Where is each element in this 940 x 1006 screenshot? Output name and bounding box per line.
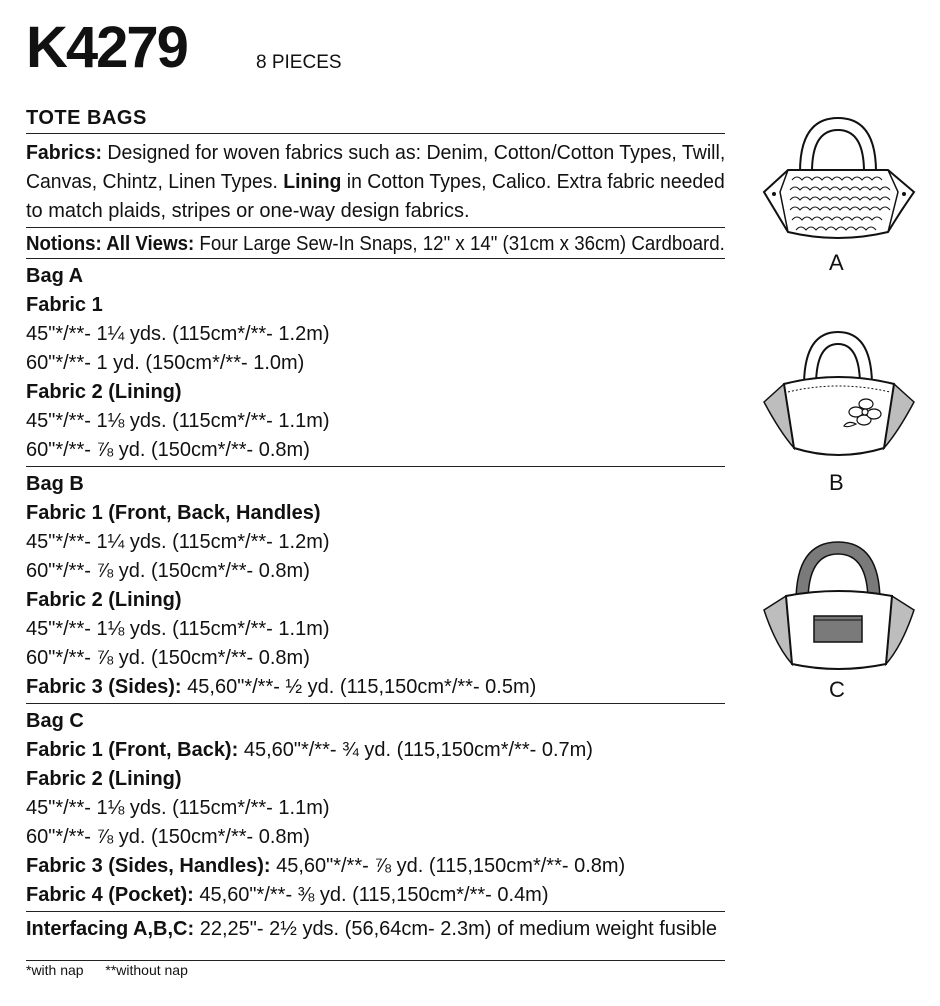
footnote-with-nap: *with nap [26, 962, 84, 978]
bag-c-fabric-3-line [26, 852, 625, 880]
footnote [26, 962, 188, 978]
bag-a-illustration [760, 112, 920, 252]
bag-b-fabric-2-label: Fabric 2 (Lining) [26, 589, 182, 611]
bag-b-fabric-1-45: 45"*/**- 1¼ yds. (115cm*/**- 1.2m) [26, 531, 330, 553]
bag-c-fabric-4-label: Fabric 4 (Pocket): [26, 884, 194, 906]
bag-c-fabric-1-label: Fabric 1 (Front, Back): [26, 739, 239, 761]
view-label-a: A [829, 250, 844, 275]
bag-c-fabric-1-line [26, 736, 593, 764]
fabrics-label: Fabrics: [26, 142, 102, 164]
divider [26, 960, 725, 961]
bag-a-fabric-1-45: 45"*/**- 1¼ yds. (115cm*/**- 1.2m) [26, 323, 330, 345]
bag-a-fabric-1-60: 60"*/**- 1 yd. (150cm*/**- 1.0m) [26, 352, 305, 374]
bag-b-fabric-2-45: 45"*/**- 1⅛ yds. (115cm*/**- 1.1m) [26, 618, 330, 640]
fabrics-text-2b: in Cotton Types, Calico. Extra fabric needed [341, 171, 725, 193]
fabrics-text-2a: Canvas, Chintz, Linen Types. [26, 171, 284, 193]
bag-c-fabric-2-45: 45"*/**- 1⅛ yds. (115cm*/**- 1.1m) [26, 797, 330, 819]
bag-c-fabric-1-text: 45,60"*/**- ¾ yd. (115,150cm*/**- 0.7m) [238, 739, 593, 761]
divider [26, 911, 725, 912]
divider [26, 466, 725, 467]
bag-b-fabric-3-text: 45,60"*/**- ½ yd. (115,150cm*/**- 0.5m) [181, 676, 537, 698]
bag-c-fabric-2-60: 60"*/**- ⅞ yd. (150cm*/**- 0.8m) [26, 826, 310, 848]
divider [26, 258, 725, 259]
section-title: TOTE BAGS [26, 107, 147, 129]
lining-label: Lining [283, 171, 342, 193]
bag-b-fabric-1-label: Fabric 1 (Front, Back, Handles) [26, 502, 321, 524]
fabrics-line-3: to match plaids, stripes or one-way design fabrics. [26, 200, 470, 222]
bag-c-fabric-4-line [26, 881, 549, 909]
bag-c-title: Bag C [26, 710, 84, 732]
divider [26, 703, 725, 704]
fabrics-line-1 [26, 139, 725, 167]
bag-a-fabric-2-45: 45"*/**- 1⅛ yds. (115cm*/**- 1.1m) [26, 410, 330, 432]
bag-c-fabric-2-label: Fabric 2 (Lining) [26, 768, 182, 790]
notions-label: Notions: All Views: [26, 233, 195, 255]
pattern-code: K4279 [26, 15, 187, 80]
divider [26, 227, 725, 228]
interfacing-text: 22,25"- 2½ yds. (56,64cm- 2.3m) of medium weight fusible [194, 918, 718, 940]
view-label-c: C [829, 677, 845, 702]
bag-b-fabric-3-label: Fabric 3 (Sides): [26, 676, 182, 698]
footnote-without-nap: **without nap [105, 962, 188, 978]
bag-c-fabric-3-label: Fabric 3 (Sides, Handles): [26, 855, 271, 877]
bag-c-fabric-4-text: 45,60"*/**- ⅜ yd. (115,150cm*/**- 0.4m) [193, 884, 549, 906]
notions-line [26, 230, 725, 258]
bag-a-fabric-2-label: Fabric 2 (Lining) [26, 381, 182, 403]
notions-text: Four Large Sew-In Snaps, 12" x 14" (31cm x 36cm) Cardboard. [194, 233, 725, 255]
fabrics-text-1: Designed for woven fabrics such as: Denim, Cotton/Cotton Types, Twill, [101, 142, 726, 164]
bag-b-fabric-3-line [26, 673, 536, 701]
divider [26, 133, 725, 134]
bag-c-fabric-3-text: 45,60"*/**- ⅞ yd. (115,150cm*/**- 0.8m) [270, 855, 626, 877]
bag-b-title: Bag B [26, 473, 84, 495]
bag-a-fabric-1-label: Fabric 1 [26, 294, 103, 316]
bag-a-title: Bag A [26, 265, 84, 287]
interfacing-label: Interfacing A,B,C: [26, 918, 195, 940]
view-label-b: B [829, 470, 844, 495]
pattern-header [26, 15, 342, 80]
piece-count: 8 PIECES [256, 52, 342, 73]
fabrics-line-2 [26, 168, 725, 196]
bag-b-fabric-1-60: 60"*/**- ⅞ yd. (150cm*/**- 0.8m) [26, 560, 310, 582]
bag-a-fabric-2-60: 60"*/**- ⅞ yd. (150cm*/**- 0.8m) [26, 439, 310, 461]
bag-b-illustration [760, 328, 920, 466]
interfacing-line [26, 915, 717, 943]
bag-b-fabric-2-60: 60"*/**- ⅞ yd. (150cm*/**- 0.8m) [26, 647, 310, 669]
bag-c-illustration [760, 540, 920, 678]
